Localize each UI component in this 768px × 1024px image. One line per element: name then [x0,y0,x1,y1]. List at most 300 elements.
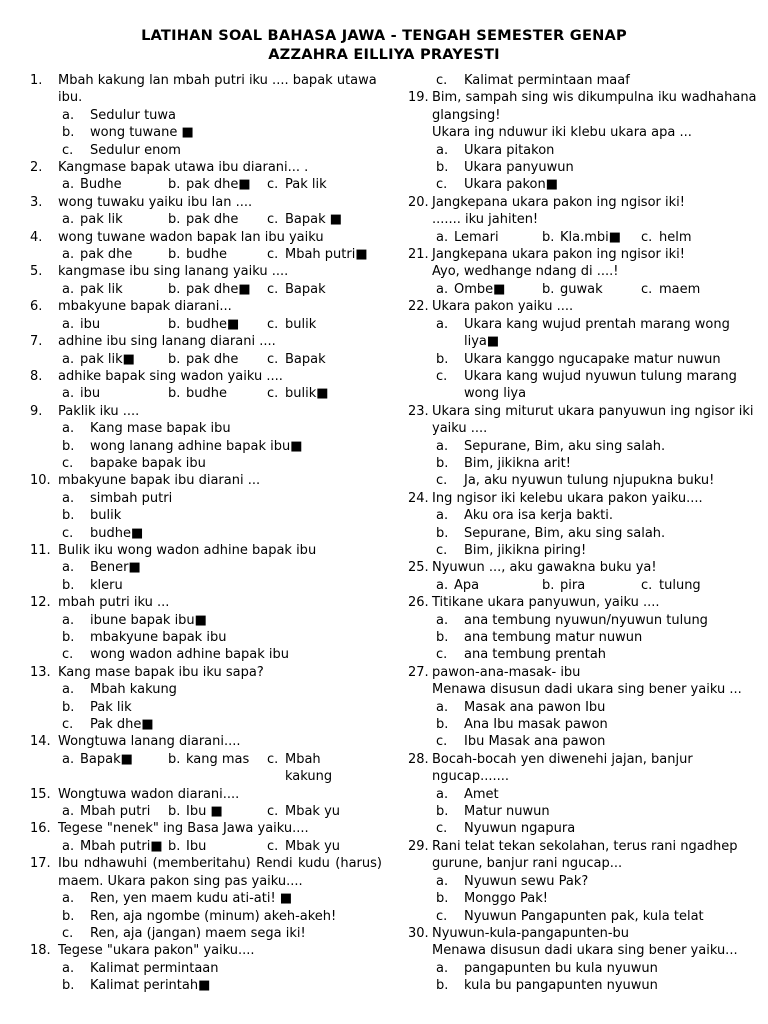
question-text: Nyuwun ..., aku gawakna buku ya! [432,560,657,576]
question-number: 26. [408,595,429,611]
question-body [432,838,762,925]
option [62,351,168,368]
option [58,908,382,925]
option-label: b. [62,978,75,994]
option-text: Mbah putri■ [80,838,163,854]
option-label: a. [436,699,449,715]
question-block [408,559,762,594]
option-label: c. [267,316,279,332]
option-text: Ren, aja (jangan) maem sega iki! [90,925,306,941]
option [62,316,168,333]
option-label: c. [62,142,74,158]
option [432,351,762,368]
title-line-1: LATIHAN SOAL BAHASA JAWA - TENGAH SEMESTER GENAP [141,27,627,44]
option-label: c. [62,525,74,541]
option-label: b. [62,699,75,715]
option-label: b. [62,508,75,524]
options-row [432,229,762,246]
option-label: a. [62,960,75,976]
question-text: Kang mase bapak ibu iku sapa? [58,664,264,680]
question-body [432,594,762,664]
question-number: 17. [30,856,51,872]
option-label: a. [62,421,75,437]
option-text: Mbah putri [80,804,151,820]
option-label: c. [436,542,448,558]
option [641,229,762,246]
option-text: maem [659,281,701,297]
option-text: Ombe■ [454,281,506,297]
question-text: Mbah kakung lan mbah putri iku .... bapak utawa ibu. [58,73,377,106]
question-text: Wongtuwa wadon diarani.... [58,786,240,802]
option-text: Ibu Masak ana pawon [464,734,606,750]
option-label: c. [267,351,279,367]
option [432,629,762,646]
option-text: Amet [464,786,499,802]
option [432,507,762,524]
options-row [58,351,382,368]
option-label: a. [62,351,75,367]
option [58,490,382,507]
question-number: 10. [30,473,51,489]
question-body [432,89,762,193]
option-text: bapake bapak ibu [90,455,206,471]
option-label: a. [436,873,449,889]
option-text: Ukara pitakon [464,142,555,158]
option [62,246,168,263]
option-text: Mbak yu [285,804,341,820]
option [436,577,542,594]
option-text: Nyuwun sewu Pak? [464,873,589,889]
option-label: b. [168,316,181,332]
options-row [58,211,382,228]
question-number: 4. [30,229,43,245]
option-text: Mbah putri■ [285,247,368,263]
options-row [432,577,762,594]
option [432,646,762,663]
option [432,803,762,820]
option [58,716,382,733]
option-text: pak dhe■ [186,281,251,297]
question-text: Menawa disusun dadi ukara sing bener yaiku... [432,943,738,959]
option [168,803,267,820]
option-text: Sepurane, Bim, aku sing salah. [464,525,666,541]
option [432,72,762,89]
question-text: Kangmase bapak utawa ibu diarani... . [58,160,309,176]
option-label: a. [436,577,449,593]
option-text: Bapak [285,281,326,297]
option-text: Mbah kakung [90,682,177,698]
option-text: kula bu pangapunten nyuwun [464,978,658,994]
option [432,159,762,176]
option-label: c. [436,368,448,384]
options-row [58,281,382,298]
question-text: wong tuwane wadon bapak lan ibu yaiku [58,229,324,245]
question-body [432,925,762,995]
question-body [432,194,762,246]
question-text: Nyuwun-kula-pangapunten-bu [432,925,630,941]
option-text: Bim, jikikna arit! [464,455,571,471]
option-text: Kla.mbi■ [560,229,622,245]
question-body [58,664,382,734]
option-text: Pak dhe■ [90,717,154,733]
option [62,281,168,298]
option-text: pangapunten bu kula nyuwun [464,960,658,976]
option-label: b. [168,177,181,193]
question-text: ....... iku jahiten! [432,212,539,228]
option-text: bulik [285,316,317,332]
option [168,246,267,263]
question-body [432,403,762,490]
question-number: 13. [30,664,51,680]
question-block [408,89,762,193]
options-row [58,751,382,786]
question-text: Paklik iku .... [58,403,140,419]
option-label: b. [436,351,449,367]
option-label: a. [62,838,75,854]
question-block [408,72,762,89]
title [0,27,768,64]
question-number: 25. [408,560,429,576]
option-text: Ren, aja ngombe (minum) akeh-akeh! [90,908,337,924]
question-number: 6. [30,299,43,315]
option-text: bulik [90,508,122,524]
option-label: c. [436,177,448,193]
option-label: b. [168,838,181,854]
option-label: a. [436,960,449,976]
question-text: Ukara ing nduwur iki klebu ukara apa ... [432,125,692,141]
options-row [58,838,382,855]
option [641,577,762,594]
question-number: 27. [408,664,429,680]
option-text: ibu [80,386,101,402]
option-label: b. [436,891,449,907]
option-text: budhe■ [186,316,240,332]
option [542,281,641,298]
option [58,577,382,594]
question-number: 16. [30,821,51,837]
option-label: c. [436,647,448,663]
option [58,455,382,472]
question-body [58,472,382,542]
right-column [408,72,762,995]
option [62,385,168,402]
question-body [58,820,382,855]
option [432,612,762,629]
question-body [58,368,382,403]
question-body [58,298,382,333]
question-number: 29. [408,838,429,854]
option-label: a. [62,891,75,907]
option [267,316,382,333]
option [432,890,762,907]
option [168,351,267,368]
option [267,281,382,298]
option-label: c. [267,751,279,767]
question-block [30,472,382,542]
option [432,525,762,542]
option [168,385,267,402]
option-text: Ibu [186,838,207,854]
question-body [58,72,382,159]
option-text: ana tembung matur nuwun [464,630,643,645]
option-label: b. [436,525,449,541]
option-label: a. [436,229,449,245]
option-label: c. [267,804,279,820]
option-text: bulik■ [285,386,329,402]
option-label: b. [436,455,449,471]
option-label: b. [542,281,555,297]
option-label: c. [436,734,448,750]
option-text: Mbah kakung [285,751,333,785]
question-block [30,333,382,368]
option [432,699,762,716]
option-label: b. [168,212,181,228]
question-block [30,786,382,821]
question-block [30,733,382,785]
option-label: b. [168,281,181,297]
option-label: c. [641,281,653,297]
option-text: pak lik [80,281,123,297]
option-text: guwak [560,281,603,297]
option-text: ana tembung prentah [464,647,607,663]
question-block [30,542,382,594]
option-text: pak lik [80,212,123,228]
option-text: simbah putri [90,490,173,506]
option [58,612,382,629]
option-label: a. [62,804,75,820]
question-number: 14. [30,734,51,750]
option-text: Ukara kang wujud prentah marang wong liya■ [464,316,730,350]
option-label: a. [62,316,75,332]
option-text: wong wadon adhine bapak ibu [90,647,290,663]
question-text: Ing ngisor iki kelebu ukara pakon yaiku.... [432,490,703,506]
option-text: pak dhe [80,247,133,263]
option-label: b. [168,751,181,767]
option [432,820,762,837]
option [267,751,382,786]
option-label: a. [62,386,75,402]
question-text: Titikane ukara panyuwun, yaiku .... [432,595,660,611]
option-label: a. [62,490,75,506]
question-block [30,229,382,264]
question-block [30,194,382,229]
option-text: Bapak ■ [285,212,343,228]
option-text: kang mas [186,751,250,767]
question-block [30,942,382,994]
option [168,211,267,228]
option-text: pira [560,577,586,593]
question-body [432,559,762,594]
option [267,838,382,855]
option [267,803,382,820]
option-text: wong lanang adhine bapak ibu■ [90,438,303,454]
options-row [58,176,382,193]
option [168,751,267,786]
option-text: Bapak [285,351,326,367]
option-text: Nyuwun Pangapunten pak, kula telat [464,908,704,924]
question-body [58,403,382,473]
option-text: Nyuwun ngapura [464,821,576,837]
question-body [432,72,762,89]
question-number: 11. [30,542,51,558]
question-number: 12. [30,595,51,611]
option [58,646,382,663]
question-number: 22. [408,299,429,315]
option [432,176,762,193]
question-block [30,820,382,855]
question-block [408,246,762,298]
option-text: Mbak yu [285,838,341,854]
option-text: mbakyune bapak ibu [90,630,227,645]
option [432,977,762,994]
option [432,542,762,559]
option-label: a. [436,281,449,297]
option-label: b. [436,804,449,820]
option-text: Ukara pakon■ [464,177,558,193]
option [58,960,382,977]
question-text: Ukara pakon yaiku .... [432,299,574,315]
option [62,838,168,855]
option-text: Lemari [454,229,499,245]
question-block [408,298,762,402]
option [432,908,762,925]
option-label: a. [62,751,75,767]
option-label: a. [436,612,449,628]
option-text: Kalimat permintaan [90,960,219,976]
question-number: 23. [408,403,429,419]
option-text: Sedulur tuwa [90,107,177,123]
option-text: Ana Ibu masak pawon [464,717,608,733]
question-number: 7. [30,334,43,350]
option-text: budhe■ [90,525,144,541]
question-block [408,664,762,751]
option-label: b. [436,630,449,645]
question-block [30,855,382,942]
question-number: 8. [30,368,43,384]
option [58,559,382,576]
question-number: 20. [408,194,429,210]
question-block [30,594,382,664]
option [432,716,762,733]
question-number: 21. [408,247,429,263]
question-text: Ayo, wedhange ndang di ....! [432,264,619,280]
option [267,385,382,402]
option-text: Masak ana pawon Ibu [464,699,606,715]
question-number: 5. [30,264,43,280]
option [58,629,382,646]
question-body [58,229,382,264]
option-label: b. [542,229,555,245]
question-text: Ibu ndhawuhi (memberitahu) Rendi kudu (harus) maem. Ukara pakon sing pas yaiku.... [58,856,382,889]
option-text: Kang mase bapak ibu [90,421,231,437]
question-body [58,333,382,368]
option [432,438,762,455]
option [267,246,382,263]
question-block [30,368,382,403]
option-text: Kalimat perintah■ [90,978,211,994]
option-label: b. [168,804,181,820]
question-block [30,263,382,298]
option-text: Ren, yen maem kudu ati-ati! ■ [90,891,293,907]
question-text: pawon-ana-masak- ibu [432,664,581,680]
option-text: Bener■ [90,560,141,576]
question-text: Tegese "ukara pakon" yaiku.... [58,943,255,959]
option-label: a. [436,316,449,332]
question-text: Ukara sing miturut ukara panyuwun ing ngisor iki yaiku .... [432,403,754,437]
question-text: Tegese "nenek" ing Basa Jawa yaiku.... [58,821,309,837]
option-label: b. [436,160,449,176]
question-block [30,159,382,194]
question-number: 9. [30,403,43,419]
question-text: Jangkepana ukara pakon ing ngisor iki! [432,247,685,263]
option [58,699,382,716]
question-text: Wongtuwa lanang diarani.... [58,734,241,750]
question-number: 19. [408,90,429,106]
question-body [58,194,382,229]
option [58,438,382,455]
option [168,316,267,333]
option-label: b. [62,630,75,645]
question-block [30,403,382,473]
option-text: Kalimat permintaan maaf [464,73,630,88]
option-label: b. [62,438,75,454]
option [58,124,382,141]
question-body [58,855,382,942]
option-label: a. [62,612,75,628]
option-label: c. [641,577,653,593]
option [168,281,267,298]
option-text: kleru [90,577,123,593]
question-body [58,942,382,994]
option [432,873,762,890]
question-text: mbah putri iku ... [58,595,170,611]
option-label: a. [62,212,75,228]
option [432,142,762,159]
question-text: Bocah-bocah yen diwenehi jajan, banjur ngucap....... [432,751,693,785]
question-number: 30. [408,925,429,941]
option-label: c. [641,229,653,245]
question-text: Menawa disusun dadi ukara sing bener yaiku ... [432,682,742,698]
question-block [30,298,382,333]
option [432,960,762,977]
option-label: c. [62,925,74,941]
option-text: Apa [454,577,480,593]
question-body [58,786,382,821]
option [641,281,762,298]
option-text: Ibu ■ [186,804,223,820]
option-label: b. [62,577,75,593]
option-text: ana tembung nyuwun/nyuwun tulung [464,612,708,628]
option-label: c. [267,386,279,402]
option-text: Ukara panyuwun [464,160,574,176]
option-text: Monggo Pak! [464,891,548,907]
option [267,351,382,368]
option-text: ibune bapak ibu■ [90,612,207,628]
option [432,786,762,803]
option-text: pak dhe [186,351,239,367]
option-text: Bapak■ [80,751,133,767]
option-text: Budhe [80,177,122,193]
question-text: adhike bapak sing wadon yaiku .... [58,368,283,384]
question-body [432,751,762,838]
option [542,229,641,246]
question-text: kangmase ibu sing lanang yaiku .... [58,264,289,280]
option [436,281,542,298]
question-number: 18. [30,943,51,959]
options-row [432,281,762,298]
option-text: Sepurane, Bim, aku sing salah. [464,438,666,454]
option-label: a. [436,142,449,158]
